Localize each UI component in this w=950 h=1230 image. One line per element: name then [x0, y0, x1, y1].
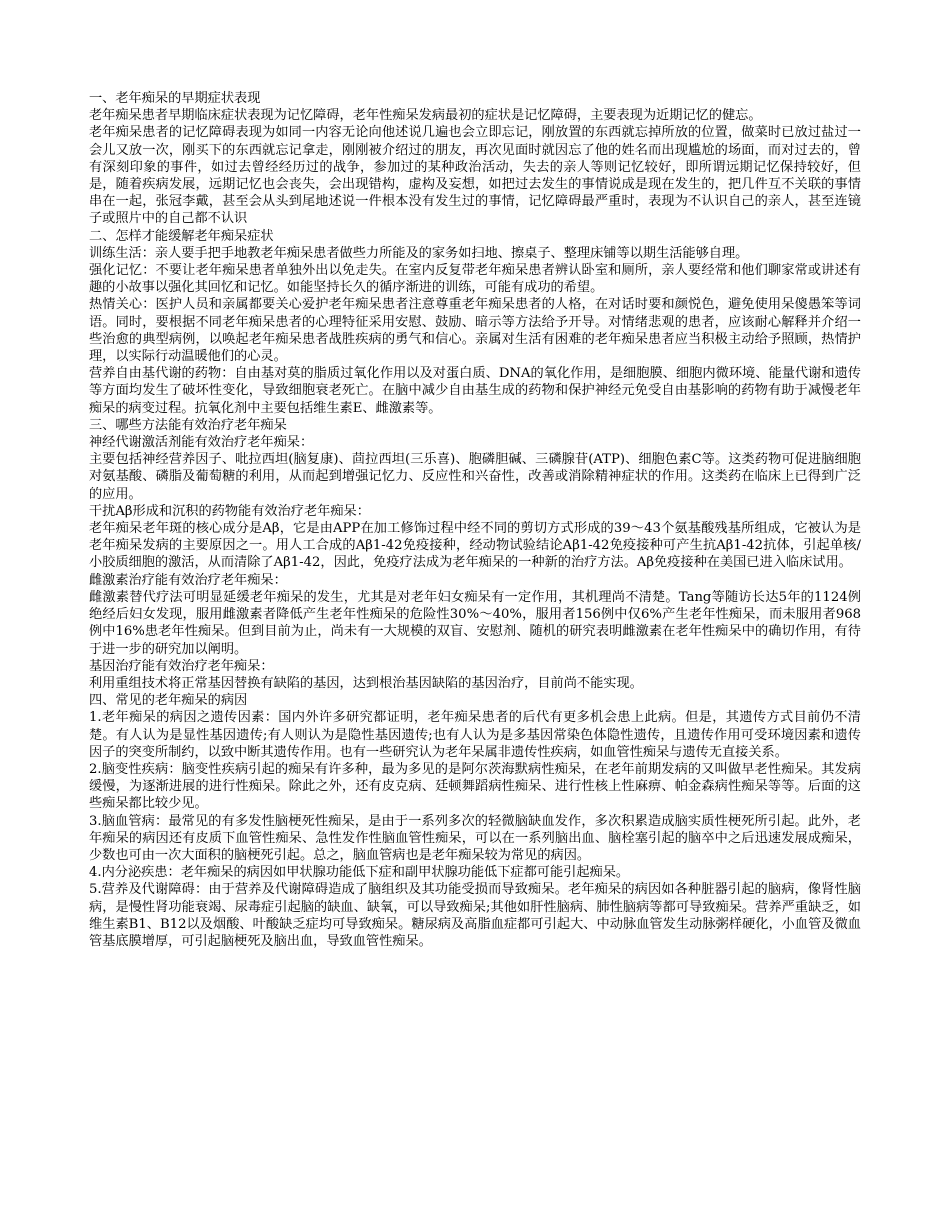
paragraph: 4.内分泌疾患：老年痴呆的病因如甲状腺功能低下症和副甲状腺功能低下症都可能引起痴呆。 — [89, 865, 630, 881]
paragraph: 老年痴呆老年斑的核心成分是Aβ，它是由APP在加工修饰过程中经不同的剪切方式形成的39～43个氨基酸残基所组成，它被认为是老年痴呆发病的主要原因之一。用人工合成的Aβ1-42免疫接种，经动物试验结论Aβ1-42免疫接种可产生抗Aβ1-42抗体，引起单核/小胶质细胞的激活，从而清除了Aβ1-42，因此，免疫疗法成为老年痴呆的一种新的治疗方法。Aβ免疫接种在美国已进入临床试用。 — [89, 521, 861, 571]
paragraph: 强化记忆：不要让老年痴呆患者单独外出以免走失。在室内反复带老年痴呆患者辨认卧室和厕所，亲人要经常和他们聊家常或讲述有趣的小故事以强化其回忆和记忆。如能坚持长久的循序渐进的训练，可能有成功的希望。 — [89, 263, 861, 296]
section-heading-relief: 二、怎样才能缓解老年痴呆症状 — [89, 228, 274, 244]
paragraph: 训练生活：亲人要手把手地教老年痴呆患者做些力所能及的家务如扫地、擦桌子、整理床铺等以期生活能够自理。 — [89, 245, 749, 261]
subheading: 干扰Aβ形成和沉积的药物能有效治疗老年痴呆： — [89, 503, 370, 519]
paragraph: 老年痴呆患者早期临床症状表现为记忆障碍，老年性痴呆发病最初的症状是记忆障碍，主要表现为近期记忆的健忘。 — [89, 108, 762, 124]
section-heading-causes: 四、常见的老年痴呆的病因 — [89, 693, 248, 709]
subheading: 雌激素治疗能有效治疗老年痴呆： — [89, 572, 287, 588]
paragraph: 3.脑血管病：最常见的有多发性脑梗死性痴呆，是由于一系列多次的轻微脑缺血发作，多次积累造成脑实质性梗死所引起。此外，老年痴呆的病因还有皮质下血管性痴呆、急性发作性脑血管性痴呆，可以在一系列脑出血、脑栓塞引起的脑卒中之后迅速发展成痴呆，少数也可由一次大面积的脑梗死引起。总之，脑血管病也是老年痴呆较为常见的病因。 — [89, 813, 861, 863]
paragraph: 热情关心：医护人员和亲属都要关心爱护老年痴呆患者注意尊重老年痴呆患者的人格，在对话时要和颜悦色，避免使用呆傻愚笨等词语。同时，要根据不同老年痴呆患者的心理特征采用安慰、鼓励、暗示等方法给予开导。对情绪悲观的患者，应该耐心解释并介绍一些治愈的典型病例，以唤起老年痴呆患者战胜疾病的勇气和信心。亲属对生活有困难的老年痴呆患者应当积极主动给予照顾，热情护理，以实际行动温暖他们的心灵。 — [89, 297, 861, 365]
document-body — [89, 90, 861, 950]
paragraph: 5.营养及代谢障碍：由于营养及代谢障碍造成了脑组织及其功能受损而导致痴呆。老年痴呆的病因如各种脏器引起的脑病，像肾性脑病，是慢性肾功能衰竭、尿毒症引起脑的缺血、缺氧，可以导致痴呆;其他如肝性脑病、肺性脑病等都可导致痴呆。营养严重缺乏，如维生素B1、B12以及烟酸、叶酸缺乏症均可导致痴呆。糖尿病及高脂血症都可引起大、中动脉血管发生动脉粥样硬化，小血管及微血管基底膜增厚，可引起脑梗死及脑出血，导致血管性痴呆。 — [89, 882, 861, 949]
paragraph: 2.脑变性疾病：脑变性疾病引起的痴呆有许多种，最为多见的是阿尔茨海默病性痴呆，在老年前期发病的又叫做早老性痴呆。其发病缓慢，为逐渐进展的进行性痴呆。除此之外，还有皮克病、廷顿舞蹈病性痴呆、进行性核上性麻痹、帕金森病性痴呆等等。后面的这些痴呆都比较少见。 — [89, 761, 861, 812]
paragraph: 老年痴呆患者的记忆障碍表现为如同一内容无论向他述说几遍也会立即忘记，刚放置的东西就忘掉所放的位置，做菜时已放过盐过一会儿又放一次，刚买下的东西就忘记拿走，刚刚被介绍过的朋友，再次见面时就因忘了他的姓名而出现尴尬的场面，而对过去的，曾有深刻印象的事件，如过去曾经经历过的战争，参加过的某种政治活动，失去的亲人等则记忆较好，即所谓远期记忆保持较好，但是，随着疾病发展，远期记忆也会丧失，会出现错构，虚构及妄想，如把过去发生的事情说成是现在发生的，把几件互不关联的事情串在一起，张冠李戴，甚至会从头到尾地述说一件根本没有发生过的事情，记忆障碍最严重时，表现为不认识自己的亲人，甚至连镜子或照片中的自己都不认识 — [89, 125, 861, 227]
paragraph: 利用重组技术将正常基因替换有缺陷的基因，达到根治基因缺陷的基因治疗，目前尚不能实现。 — [89, 675, 643, 691]
paragraph: 主要包括神经营养因子、吡拉西坦(脑复康)、茴拉西坦(三乐喜)、胞磷胆碱、三磷腺苷(ATP)、细胞色素C等。这类药物可促进脑细胞对氨基酸、磷脂及葡萄糖的利用，从而起到增强记忆力、反应性和兴奋性，改善或消除精神症状的作用。这类药在临床上已得到广泛的应用。 — [89, 452, 861, 502]
section-heading-treatment: 三、哪些方法能有效治疗老年痴呆 — [89, 417, 287, 433]
paragraph: 营养自由基代谢的药物：自由基对莫的脂质过氧化作用以及对蛋白质、DNA的氧化作用，是细胞膜、细胞内微环境、能量代谢和遗传等方面均发生了破坏性变化，导致细胞衰老死亡。在脑中减少自由基生成的药物和保护神经元免受自由基影响的药物有助于减慢老年痴呆的病变过程。抗氧化剂中主要包括维生素E、雌激素等。 — [89, 366, 861, 416]
subheading: 神经代谢激活剂能有效治疗老年痴呆： — [89, 435, 314, 451]
paragraph: 1.老年痴呆的病因之遗传因素：国内外许多研究都证明，老年痴呆患者的后代有更多机会患上此病。但是，其遗传方式目前仍不清楚。有人认为是显性基因遗传;有人则认为是隐性基因遗传;也有人认为是多基因常染色体隐性遗传，且遗传作用可受环境因素和遗传因子的突变所制约，以致中断其遗传作用。也有一些研究认为老年呆属非遗传性疾病，如血管性痴呆与遗传无直接关系。 — [89, 710, 861, 760]
paragraph: 雌激素替代疗法可明显延缓老年痴呆的发生，尤其是对老年妇女痴呆有一定作用，其机理尚不清楚。Tang等随访长达5年的1124例绝经后妇女发现，服用雌激素者降低产生老年性痴呆的危险性30%～40%，服用者156例中仅6%产生老年性痴呆，而未服用者968例中16%患老年性痴呆。但到目前为止，尚未有一大规模的双盲、安慰剂、随机的研究表明雌激素在老年性痴呆中的确切作用，有待于进一步的研究加以阐明。 — [89, 589, 861, 657]
section-heading-early-symptoms: 一、老年痴呆的早期症状表现 — [89, 91, 261, 106]
subheading: 基因治疗能有效治疗老年痴呆： — [89, 658, 274, 674]
